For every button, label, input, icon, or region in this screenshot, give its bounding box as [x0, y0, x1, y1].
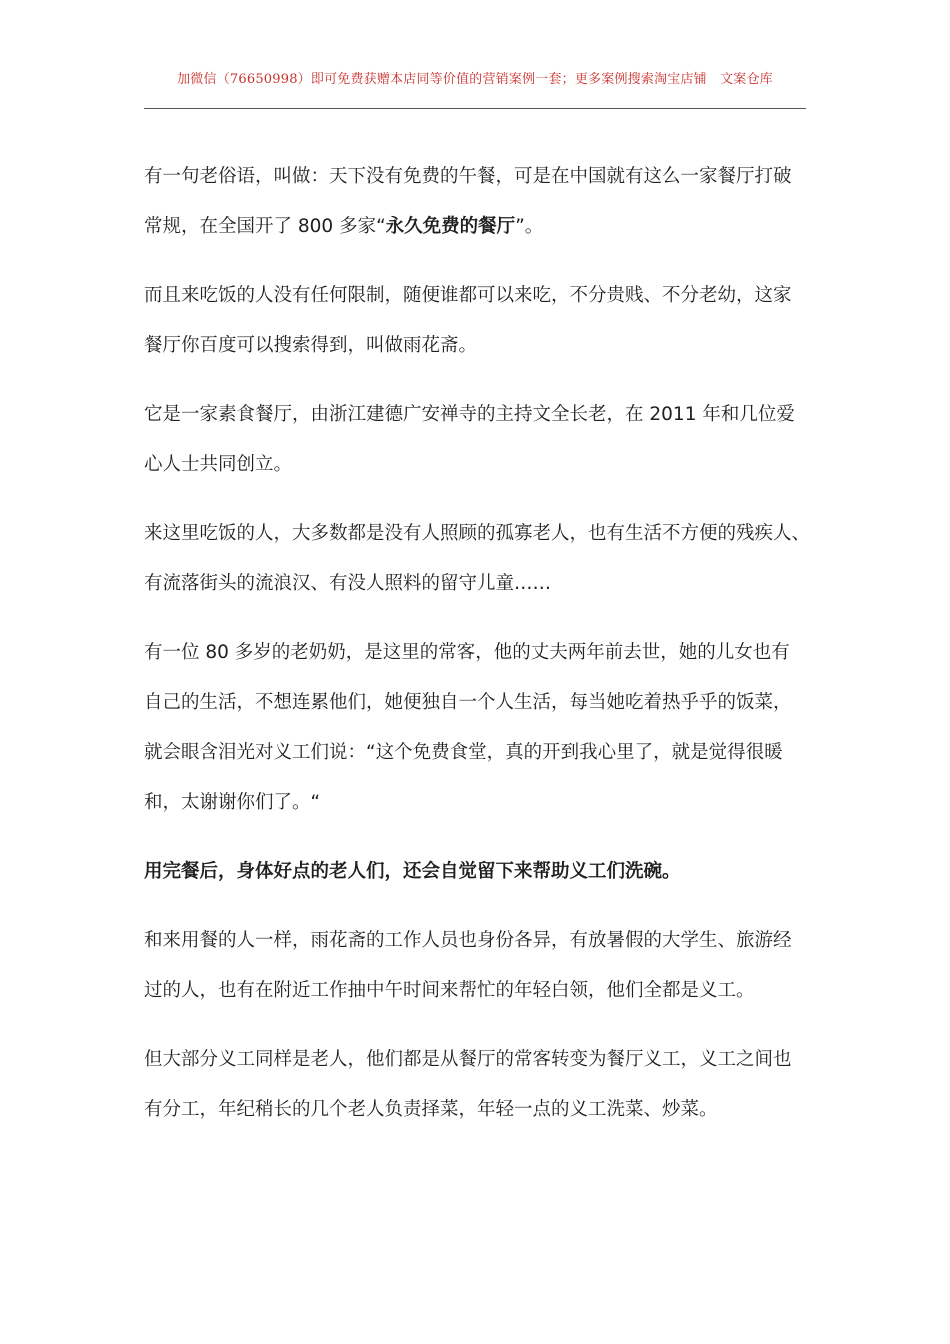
- paragraph-4: [144, 509, 811, 609]
- paragraph-line: 过的人，也有在附近工作抽中午时间来帮忙的年轻白领，他们全都是义工。: [144, 980, 755, 1001]
- paragraph-line: 来这里吃饭的人，大多数都是没有人照顾的孤寡老人，也有生活不方便的残疾人、: [144, 523, 811, 544]
- paragraph-8: [144, 1035, 808, 1135]
- document-body: [144, 152, 811, 1154]
- paragraph-line: 和，太谢谢你们了。“: [144, 792, 321, 813]
- paragraph-line: 有一位 80 多岁的老奶奶，是这里的常客，他的丈夫两年前去世，她的儿女也有: [144, 642, 790, 663]
- paragraph-line: 心人士共同创立。: [144, 454, 293, 475]
- paragraph-line: 餐厅你百度可以搜索得到，叫做雨花斋。: [144, 335, 478, 356]
- paragraph-line: 用完餐后，身体好点的老人们，还会自觉留下来帮助义工们洗碗。: [144, 861, 681, 882]
- paragraph-line: 有一句老俗语，叫做：天下没有免费的午餐，可是在中国就有这么一家餐厅打破: [144, 166, 792, 187]
- paragraph-3: [144, 390, 808, 490]
- paragraph-line: 而且来吃饭的人没有任何限制，随便谁都可以来吃，不分贵贱、不分老幼，这家: [144, 285, 792, 306]
- paragraph-line: 和来用餐的人一样，雨花斋的工作人员也身份各异，有放暑假的大学生、旅游经: [144, 930, 792, 951]
- paragraph-line: [144, 202, 808, 252]
- paragraph-2: [144, 271, 808, 371]
- paragraph-line: 自己的生活，不想连累他们，她便独自一个人生活，每当她吃着热乎乎的饭菜，: [144, 692, 792, 713]
- page-header: 加微信（76650998）即可免费获赠本店同等价值的营销案例一套；更多案例搜索淘宝店铺 文案仓库: [177, 72, 773, 87]
- paragraph-line: 就会眼含泪光对义工们说：“这个免费食堂，真的开到我心里了，就是觉得很暖: [144, 742, 783, 763]
- paragraph-line: 有流落街头的流浪汉、有没人照料的留守儿童……: [144, 573, 552, 594]
- paragraph-6-bold: [144, 847, 808, 897]
- paragraph-line: 有分工，年纪稍长的几个老人负责择菜，年轻一点的义工洗菜、炒菜。: [144, 1099, 718, 1120]
- paragraph-7: [144, 916, 808, 1016]
- paragraph-5: [144, 628, 808, 828]
- text-run: 常规，在全国开了 800 多家“: [144, 216, 386, 237]
- text-run: ”。: [515, 216, 544, 237]
- emphasis-text: 永久免费的餐厅: [385, 216, 516, 237]
- paragraph-line: 但大部分义工同样是老人，他们都是从餐厅的常客转变为餐厅义工，义工之间也: [144, 1049, 792, 1070]
- paragraph-1: [144, 152, 808, 252]
- paragraph-line: 它是一家素食餐厅，由浙江建德广安禅寺的主持文全长老，在 2011 年和几位爱: [144, 404, 795, 425]
- header-divider: [144, 108, 806, 109]
